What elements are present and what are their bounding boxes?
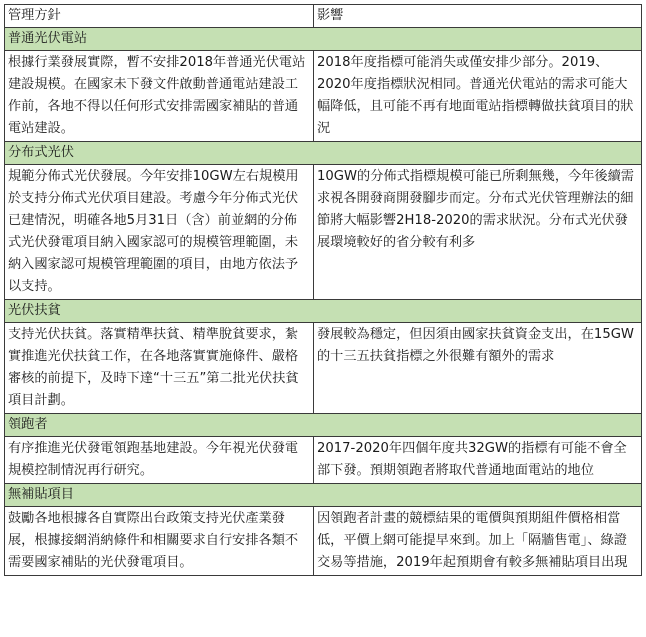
policy-cell: 有序推進光伏發電領跑基地建設。今年視光伏發電規模控制情況再行研究。 — [5, 437, 314, 484]
table-row — [5, 507, 642, 576]
category-row — [5, 300, 642, 323]
header-policy: 管理方針 — [5, 5, 314, 28]
category-row — [5, 142, 642, 165]
policy-cell: 鼓勵各地根據各自實際出台政策支持光伏產業發展，根據接網消納條件和相關要求自行安排各類不需要國家補貼的光伏發電項目。 — [5, 507, 314, 576]
table-row — [5, 165, 642, 300]
category-title: 分布式光伏 — [5, 142, 642, 165]
policy-impact-table — [4, 4, 642, 576]
impact-cell: 因領跑者計畫的競標結果的電價與預期組件價格相當低，平價上網可能提早來到。加上「隔牆售電」、綠證交易等措施，2019年起預期會有較多無補貼項目出現 — [314, 507, 642, 576]
category-title: 普通光伏電站 — [5, 28, 642, 51]
table-row — [5, 51, 642, 142]
category-row — [5, 28, 642, 51]
impact-cell: 2018年度指標可能消失或僅安排少部分。2019、2020年度指標狀況相同。普通光伏電站的需求可能大幅降低，且可能不再有地面電站指標轉做扶貧項目的狀況 — [314, 51, 642, 142]
impact-cell: 發展較為穩定，但因須由國家扶貧資金支出，在15GW的十三五扶貧指標之外很難有額外的需求 — [314, 323, 642, 414]
impact-cell: 10GW的分佈式指標規模可能已所剩無幾，今年後續需求視各開發商開發腳步而定。分布式光伏管理辦法的細節將大幅影響2H18-2020的需求狀況。分布式光伏發展環境較好的省分較有利多 — [314, 165, 642, 300]
table-row — [5, 437, 642, 484]
category-title: 無補貼項目 — [5, 484, 642, 507]
header-row — [5, 5, 642, 28]
table-row — [5, 323, 642, 414]
policy-cell: 支持光伏扶貧。落實精準扶貧、精準脫貧要求，紮實推進光伏扶貧工作，在各地落實實施條件、嚴格審核的前提下，及時下達“十三五”第二批光伏扶貧項目計劃。 — [5, 323, 314, 414]
policy-cell: 根據行業發展實際，暫不安排2018年普通光伏電站建設規模。在國家未下發文件啟動普通電站建設工作前，各地不得以任何形式安排需國家補貼的普通電站建設。 — [5, 51, 314, 142]
header-impact: 影響 — [314, 5, 642, 28]
policy-cell: 規範分佈式光伏發展。今年安排10GW左右規模用於支持分佈式光伏項目建設。考慮今年分佈式光伏已建情況，明確各地5月31日（含）前並網的分佈式光伏發電項目納入國家認可的規模管理範圍，未納入國家認可規模管理範圍的項目，由地方依法予以支持。 — [5, 165, 314, 300]
impact-cell: 2017-2020年四個年度共32GW的指標有可能不會全部下發。預期領跑者將取代普通地面電站的地位 — [314, 437, 642, 484]
category-title: 領跑者 — [5, 414, 642, 437]
category-row — [5, 414, 642, 437]
category-title: 光伏扶貧 — [5, 300, 642, 323]
category-row — [5, 484, 642, 507]
